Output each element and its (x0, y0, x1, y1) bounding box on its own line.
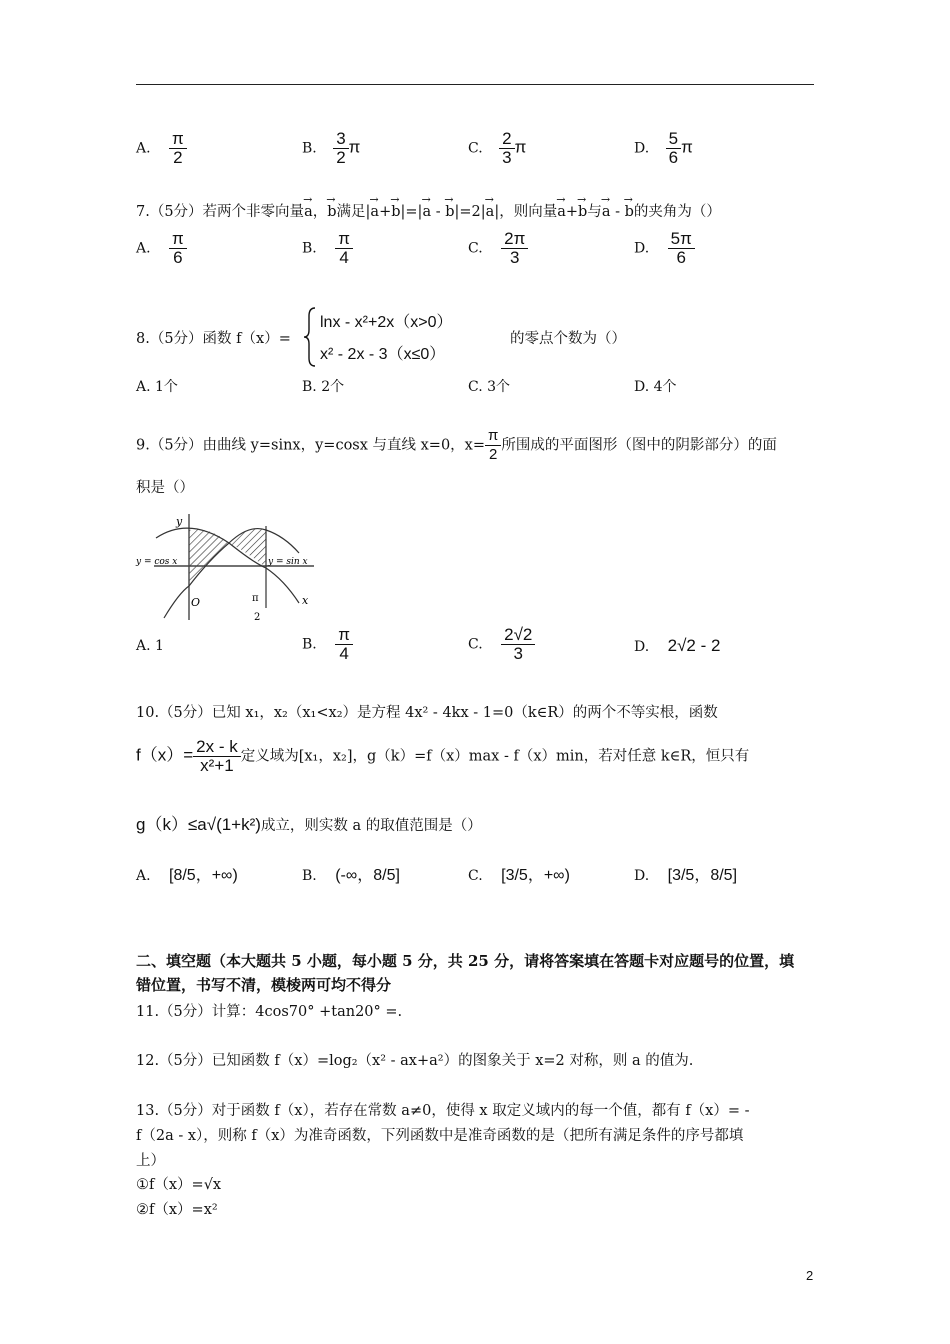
pi-label: π (252, 593, 259, 604)
q9-question-line1: 9.（5分）由曲线 y=sinx，y=cosx 与直线 x=0，x= $\frac{\pi}{2}$ 所围成的平面图形（图中的阴影部分）的面 (136, 427, 777, 463)
piecewise-case-1: lnx - x²+2x（x>0） (320, 314, 453, 331)
q10-option-c: C. [3/5，+∞) (468, 867, 570, 884)
q8-option-a: A. 1个 (136, 379, 178, 395)
q10-option-b: B. (-∞，8/5] (302, 867, 400, 884)
q8-prefix: 8.（5分）函数 f（x）= (136, 331, 291, 347)
q8-option-b: B. 2个 (302, 379, 345, 395)
q10-question-line3: g（k）≤a√(1+k²)成立，则实数 a 的取值范围是（） (136, 815, 482, 834)
fraction: $\frac{\pi}{6}$ (169, 230, 187, 267)
q6-option-b: B. $\frac{3}{2}$ π (302, 129, 361, 167)
q7-question: 7.（5分）若两个非零向量→ a，→ b满足|→ a+→ b|=|→ a - → b|=2|→ a|，则向量→ a+→ b与→ a - → b的夹角为（） (136, 200, 721, 221)
q6-option-d: D. $\frac{5}{6}$ π (634, 129, 693, 167)
header-rule (136, 84, 814, 85)
fraction: $\frac{2\pi}{3}$ (501, 230, 528, 267)
q13-question-line2: f（2a - x），则称 f（x）为准奇函数，下列函数中是准奇函数的是（把所有满足条件的序号都填 (136, 1128, 744, 1144)
q10-option-d: D. [3/5，8/5] (634, 867, 738, 884)
q9-option-b: B. $\frac{\pi}{4}$ (302, 626, 353, 663)
q9-option-c: C. $\frac{2√2}{3}$ (468, 626, 535, 663)
q9-option-a: A. 1 (136, 638, 164, 654)
q10-question-line1: 10.（5分）已知 x₁，x₂（x₁<x₂）是方程 4x² - 4kx - 1=0（k∈R）的两个不等实根，函数 (136, 705, 718, 721)
q13-item-2: ②f（x）=x² (136, 1202, 218, 1218)
fraction: $\frac{\pi}{2}$ (169, 130, 187, 167)
section-heading-line2: 错位置，书写不清，模棱两可均不得分 (136, 976, 392, 994)
fraction: $\frac{3}{2}$ (333, 130, 348, 167)
piecewise-case-2: x² - 2x - 3（x≤0） (320, 346, 446, 363)
q9-option-d: D. 2√2 - 2 (634, 636, 721, 655)
piecewise-brace (303, 306, 317, 368)
fraction: $\frac{\pi}{4}$ (335, 230, 353, 267)
q9-question-line2: 积是（） (136, 480, 194, 496)
fraction: $\frac{5\pi}{6}$ (668, 230, 695, 267)
q10-question-line2: f（x）= $\frac{2x - k}{\text{x²+1}}$ 定义域为[x₁，x₂]，g（k）=f（x）max - f（x）min，若对任意 k∈R，恒只有 (136, 737, 750, 775)
q12-question: 12.（5分）已知函数 f（x）=log₂（x² - ax+a²）的图象关于 x=2 对称，则 a 的值为. (136, 1053, 694, 1069)
q6-option-a: A. $\frac{\pi}{2}$ (136, 130, 187, 167)
q7-option-d: D. $\frac{5\pi}{6}$ (634, 230, 695, 267)
q6-option-c: C. $\frac{2}{3}$ π (468, 129, 527, 167)
shaded-region-right (229, 529, 266, 568)
fraction: $\frac{\pi}{4}$ (335, 626, 353, 663)
section-heading-line1: 二、填空题（本大题共 5 小题，每小题 5 分，共 25 分，请将答案填在答题卡对应题号的位置，填 (136, 952, 795, 970)
sin-label: y = sin x (268, 557, 308, 567)
q9-figure (134, 508, 324, 624)
fraction: $\frac{5}{6}$ (666, 130, 681, 167)
q13-item-1: ①f（x）=√x (136, 1177, 222, 1193)
q7-option-b: B. $\frac{\pi}{4}$ (302, 230, 353, 267)
q8-option-c: C. 3个 (468, 379, 511, 395)
q13-question-line1: 13.（5分）对于函数 f（x），若存在常数 a≠0，使得 x 取定义域内的每一个值，都有 f（x）= - (136, 1103, 750, 1119)
x-axis-label: x (302, 594, 309, 607)
fraction: $\frac{2√2}{3}$ (501, 626, 535, 663)
origin-label: O (191, 596, 201, 609)
q13-question-line3: 上） (136, 1153, 165, 1169)
two-label: 2 (254, 612, 261, 623)
fraction: $\frac{2x - k}{\text{x²+1}}$ (193, 738, 241, 775)
q7-option-c: C. $\frac{2\pi}{3}$ (468, 230, 528, 267)
fraction: $\frac{\pi}{2}$ (485, 427, 501, 464)
q8-suffix: 的零点个数为（） (510, 331, 626, 347)
y-axis-label: y (176, 515, 183, 528)
page-number: 2 (806, 1268, 814, 1283)
q8-option-d: D. 4个 (634, 379, 677, 395)
q11-question: 11.（5分）计算：4cos70° +tan20° =. (136, 1004, 403, 1020)
q7-option-a: A. $\frac{\pi}{6}$ (136, 230, 187, 267)
q10-option-a: A. [8/5，+∞) (136, 867, 238, 884)
cos-label: y = cos x (136, 557, 178, 567)
fraction: $\frac{2}{3}$ (499, 130, 514, 167)
